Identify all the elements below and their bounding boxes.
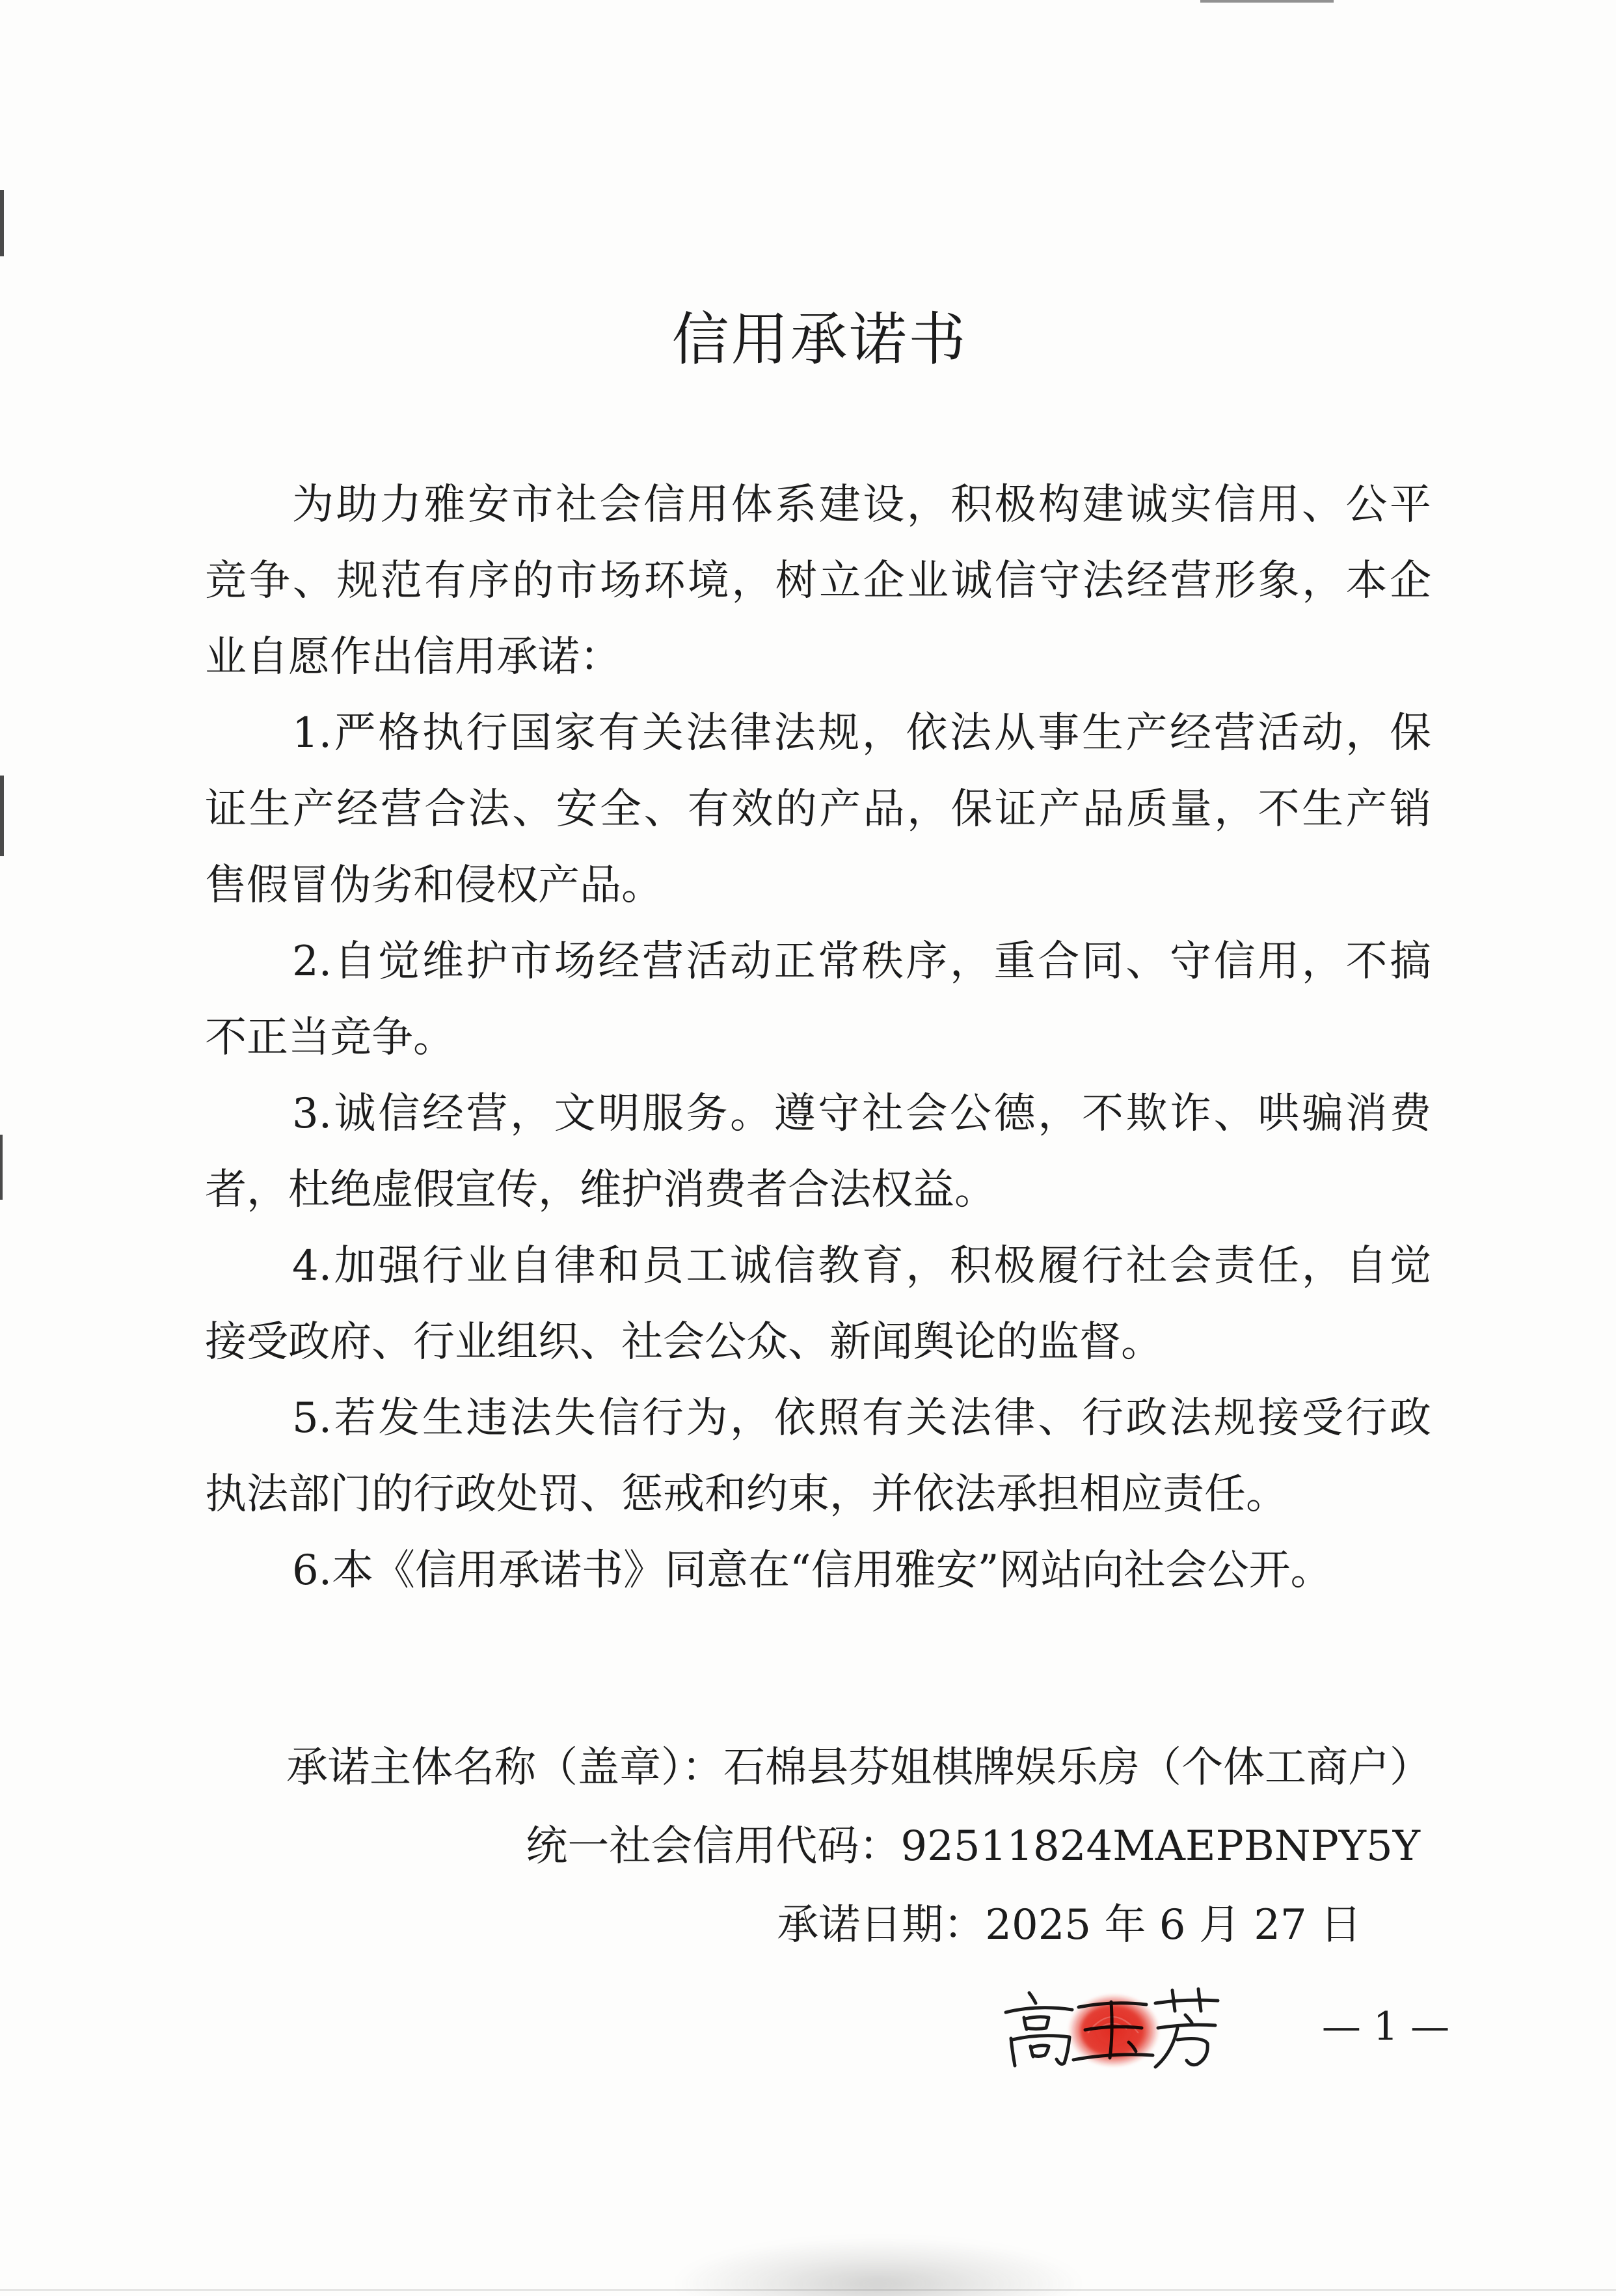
paragraph-line: 执法部门的行政处罚、惩戒和约束，并依法承担相应责任。 [205, 1470, 1287, 1519]
scan-edge-mark [0, 2289, 1616, 2291]
commitment-date-line [0, 1886, 1616, 1965]
commitment-item-3 [205, 1076, 1431, 1228]
commitment-item-4 [205, 1228, 1431, 1381]
scan-smudge [677, 2238, 1080, 2296]
paragraph-line: 5.若发生违法失信行为，依照有关法律、行政法规接受行政 [292, 1394, 1431, 1442]
commitment-entity-line [0, 1729, 1616, 1807]
paragraph-line: 接受政府、行业组织、社会公众、新闻舆论的监督。 [205, 1318, 1163, 1366]
signature-stroke [1155, 2000, 1218, 2003]
paragraph-line: 售假冒伪劣和侵权产品。 [205, 861, 663, 910]
credit-code-line [0, 1807, 1616, 1886]
signature-stroke [1011, 2036, 1070, 2066]
signature-stroke [1024, 2017, 1049, 2029]
paragraph-line: 者，杜绝虚假宣传，维护消费者合法权益。 [205, 1166, 996, 1214]
signature-stroke [1029, 1993, 1036, 2003]
document-title: 信用承诺书 [671, 306, 968, 373]
paragraph-line: 不正当竞争。 [205, 1014, 455, 1062]
paragraph-line: 为助力雅安市社会信用体系建设，积极构建诚实信用、公平 [292, 481, 1431, 529]
commitment-item-1 [205, 696, 1431, 924]
scan-edge-mark [1200, 0, 1334, 3]
paragraph-line: 业自愿作出信用承诺： [205, 633, 621, 681]
paragraph-line: 竞争、规范有序的市场环境，树立企业诚信守法经营形象，本企 [205, 557, 1431, 605]
document-body [205, 467, 1431, 1609]
commitment-item-6 [205, 1533, 1431, 1609]
paragraph-line: 3.诚信经营，文明服务。遵守社会公德，不欺诈、哄骗消费 [292, 1090, 1431, 1138]
page-number: — 1 — [1321, 2004, 1450, 2049]
scan-edge-mark [0, 190, 4, 256]
credit-code-value: 92511824MAEPBNPY5Y [900, 1822, 1420, 1871]
paragraph-line: 4.加强行业自律和员工诚信教育，积极履行社会责任，自觉 [292, 1242, 1431, 1290]
paragraph-line: 6.本《信用承诺书》同意在“信用雅安”网站向社会公开。 [292, 1546, 1332, 1595]
commitment-item-2 [205, 924, 1431, 1076]
signature-stroke [1185, 2015, 1192, 2023]
paragraph-line: 证生产经营合法、安全、有效的产品，保证产品质量，不生产销 [205, 785, 1431, 833]
commitment-date-label: 承诺日期： [777, 1901, 986, 1949]
scan-edge-mark [0, 1135, 3, 1200]
signature-block [0, 1729, 1616, 1965]
paragraph-line: 1.严格执行国家有关法律法规，依法从事生产经营活动，保 [292, 709, 1431, 757]
handwritten-signature [1002, 1981, 1223, 2079]
signature-stroke [1178, 2038, 1207, 2064]
signature-stroke [1158, 2025, 1215, 2028]
signature-stroke [1006, 2008, 1072, 2012]
commitment-entity-label: 承诺主体名称（盖章）： [286, 1744, 723, 1792]
red-fingerprint [1068, 1994, 1159, 2067]
signature-stroke [1030, 2046, 1049, 2057]
paragraph-line: 2.自觉维护市场经营活动正常秩序，重合同、守信用，不搞 [292, 938, 1431, 986]
commitment-date-value: 2025 年 6 月 27 日 [985, 1901, 1362, 1949]
scan-edge-mark [0, 776, 4, 856]
credit-code-label: 统一社会信用代码： [526, 1822, 901, 1871]
commitment-entity-name: 石棉县芬姐棋牌娱乐房（个体工商户） [723, 1744, 1431, 1792]
paragraph-preamble [205, 467, 1431, 696]
commitment-item-5 [205, 1381, 1431, 1533]
